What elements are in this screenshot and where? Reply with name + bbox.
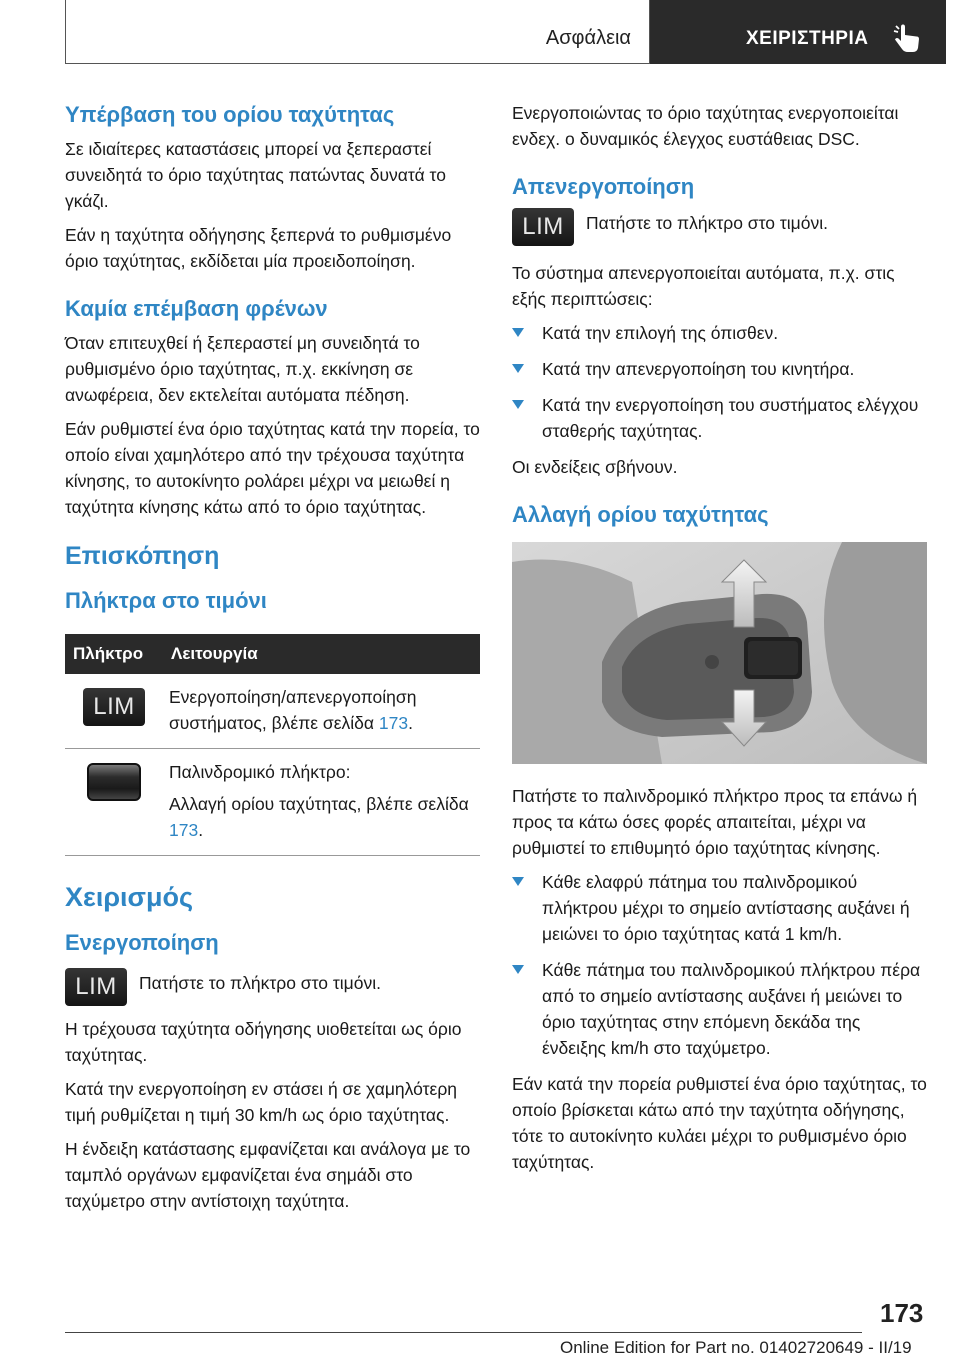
heading-change-limit: Αλλαγή ορίου ταχύτητας xyxy=(512,502,769,527)
heading-activation: Ενεργοποίηση xyxy=(65,930,219,955)
lim-button-icon: LIM xyxy=(83,688,145,726)
paragraph: Εάν η ταχύτητα οδήγησης ξεπερνά το ρυθμισμένο όριο ταχύτητας, εκδίδεται μία προειδοποίηση. xyxy=(65,225,452,271)
table-cell-icon xyxy=(65,749,163,856)
paragraph: Ενεργοποιώντας το όριο ταχύτητας ενεργοποιείται ενδεχ. ο δυναμικός έλεγχος ευστάθειας DSC. xyxy=(512,103,899,149)
lim-button-icon: LIM xyxy=(65,968,127,1006)
paragraph: Η ένδειξη κατάστασης εμφανίζεται και ανάλογα με το ταμπλό οργάνων εμφανίζεται ένα σημάδι στο ταχύμετρο στην αντίστοιχη ταχύτητα. xyxy=(65,1139,471,1211)
page-link[interactable]: 173 xyxy=(378,713,409,733)
bullet-triangle-icon xyxy=(512,364,524,373)
table-header-row xyxy=(65,634,480,674)
footer-divider xyxy=(65,1332,862,1333)
rocker-switch-icon xyxy=(87,763,141,801)
table-header-function: Λειτουργία xyxy=(163,634,480,674)
table-row xyxy=(65,674,480,749)
heading-exceed-limit: Υπέρβαση του ορίου ταχύτητας xyxy=(65,102,395,127)
header-chapter-tab[interactable] xyxy=(650,0,946,64)
table-cell-icon xyxy=(65,674,163,749)
paragraph: Το σύστημα απενεργοποιείται αυτόματα, π.χ. στις εξής περιπτώσεις: xyxy=(512,263,895,309)
activation-instruction xyxy=(65,968,480,1006)
table-cell-function: Ενεργοποίηση/απενεργοποίηση συστήματος, βλέπε σελίδα 173. xyxy=(163,674,480,749)
buttons-table xyxy=(65,634,480,856)
paragraph: Οι ενδείξεις σβήνουν. xyxy=(512,457,678,477)
paragraph: Πατήστε το παλινδρομικό πλήκτρο προς τα επάνω ή προς τα κάτω όσες φορές απαιτείται, μέχρι να ρυθμιστεί το επιθυμητό όριο ταχύτητας κίνησης. xyxy=(512,786,918,858)
lim-button-icon: LIM xyxy=(512,208,574,246)
paragraph: Εάν ρυθμιστεί ένα όριο ταχύτητας κατά την πορεία, το οποίο είναι χαμηλότερο από την τρέχουσα ταχύτητα κίνησης, το αυτοκίνητο ρολάρει μέχρι να μειωθεί η ταχύτητα κίνησης κάτω από το όριο ταχύτητας. xyxy=(65,419,480,517)
header-section-box xyxy=(65,0,650,64)
bullet-triangle-icon xyxy=(512,328,524,337)
header-chapter-label: ΧΕΙΡΙΣΤΗΡΙΑ xyxy=(746,28,869,49)
right-column xyxy=(512,100,927,1183)
hand-pointer-icon xyxy=(892,24,922,54)
paragraph: Πατήστε το πλήκτρο στο τιμόνι. xyxy=(586,213,828,233)
bullet-triangle-icon xyxy=(512,877,524,886)
page-number: 173 xyxy=(880,1298,924,1328)
paragraph: Εάν κατά την πορεία ρυθμιστεί ένα όριο ταχύτητας, το οποίο βρίσκεται κάτω από την ταχύτητα οδήγησης, τότε το αυτοκίνητο κυλάει μέχρι το ρυθμισμένο όριο ταχύτητας. xyxy=(512,1074,927,1172)
heading-deactivation: Απενεργοποίηση xyxy=(512,174,695,199)
steering-wheel-rocker-photo xyxy=(512,542,927,764)
list-item: Κάθε πάτημα του παλινδρομικού πλήκτρου πέρα από το σημείο αντίστασης αυξάνει ή μειώνει το όριο ταχύτητας στην επόμενη δεκάδα της ένδειξης km/h στο ταχύμετρο. xyxy=(512,957,927,1061)
paragraph: Πατήστε το πλήκτρο στο τιμόνι. xyxy=(139,973,381,993)
list-item: Κατά την ενεργοποίηση του συστήματος ελέγχου σταθερής ταχύτητας. xyxy=(512,392,927,444)
heading-overview: Επισκόπηση xyxy=(65,542,220,570)
heading-no-brake: Καμία επέμβαση φρένων xyxy=(65,296,328,321)
table-row xyxy=(65,749,480,856)
paragraph: Κατά την ενεργοποίηση εν στάσει ή σε χαμηλότερη τιμή ρυθμίζεται η τιμή 30 km/h ως όριο ταχύτητας. xyxy=(65,1079,458,1125)
auto-deactivation-list xyxy=(512,320,927,444)
page-link[interactable]: 173 xyxy=(169,820,199,840)
header-section-title: Ασφάλεια xyxy=(545,27,631,49)
left-column xyxy=(65,100,480,1222)
footer-edition: Online Edition for Part no. 01402720649 - II/19 xyxy=(560,1338,912,1357)
heading-steering-buttons: Πλήκτρα στο τιμόνι xyxy=(65,588,267,613)
table-header-key: Πλήκτρο xyxy=(65,634,163,674)
paragraph: Σε ιδιαίτερες καταστάσεις μπορεί να ξεπεραστεί συνειδητά το όριο ταχύτητας πατώντας δυνατά το γκάζι. xyxy=(65,139,446,211)
list-item: Κατά την επιλογή της όπισθεν. xyxy=(512,320,927,346)
bullet-triangle-icon xyxy=(512,965,524,974)
deactivation-instruction xyxy=(512,208,927,246)
bullet-triangle-icon xyxy=(512,400,524,409)
paragraph: Όταν επιτευχθεί ή ξεπεραστεί μη συνειδητά το ρυθμισμένο όριο ταχύτητας, π.χ. εκκίνηση σε ανωφέρεια, δεν εκτελείται αυτόματα πέδηση. xyxy=(65,333,420,405)
table-cell-function: Παλινδρομικό πλήκτρο: Αλλαγή ορίου ταχύτητας, βλέπε σελίδα 173. xyxy=(163,749,480,856)
paragraph: Η τρέχουσα ταχύτητα οδήγησης υιοθετείται ως όριο ταχύτητας. xyxy=(65,1019,462,1065)
heading-operation: Χειρισμός xyxy=(65,882,194,912)
change-limit-list xyxy=(512,869,927,1061)
list-item: Κάθε ελαφρύ πάτημα του παλινδρομικού πλήκτρου μέχρι το σημείο αντίστασης αυξάνει ή μειώνει το όριο ταχύτητας κατά 1 km/h. xyxy=(512,869,927,947)
list-item: Κατά την απενεργοποίηση του κινητήρα. xyxy=(512,356,927,382)
